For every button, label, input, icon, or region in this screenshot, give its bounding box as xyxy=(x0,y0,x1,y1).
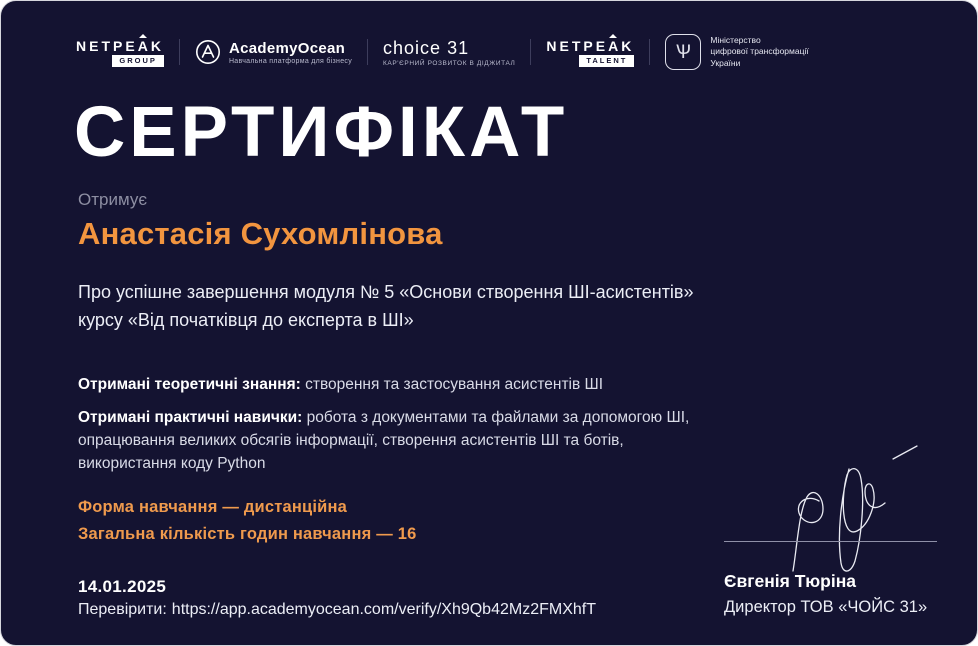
logo-netpeak-group xyxy=(76,38,164,67)
partner-logos-header xyxy=(76,29,809,75)
issue-date: 14.01.2025 xyxy=(78,577,167,596)
header-divider xyxy=(530,39,531,65)
practical-skills-label: Отримані практичні навички: xyxy=(78,409,303,426)
logo-ministry xyxy=(665,34,808,70)
signer-title: Директор ТОВ «ЧОЙС 31» xyxy=(724,598,928,616)
practical-skills-row xyxy=(78,406,778,429)
course-description-line: курсу «Від початківця до експерта в ШІ» xyxy=(78,310,414,330)
practical-skills-row: використання коду Python xyxy=(78,455,266,472)
theoretical-knowledge-text: створення та застосування асистентів ШІ xyxy=(305,376,604,393)
verify-url[interactable]: https://app.academyocean.com/verify/Xh9Qb42Mz2FMXhfT xyxy=(171,601,596,618)
academyocean-icon xyxy=(195,39,221,65)
netpeak-triangle-icon: A xyxy=(137,37,151,54)
header-divider xyxy=(179,39,180,65)
signature-line xyxy=(724,541,937,542)
choice31-wordmark: choice 31 xyxy=(383,37,470,58)
logo-netpeak-talent xyxy=(546,38,634,67)
academyocean-tagline: Навчальна платформа для бізнесу xyxy=(228,57,353,65)
course-description-line: Про успішне завершення модуля № 5 «Основи створення ШІ-асистентів» xyxy=(78,282,694,302)
logo-academyocean xyxy=(195,39,352,65)
academyocean-wordmark: AcademyOcean xyxy=(228,39,346,57)
netpeak-group-badge: GROUP xyxy=(112,55,164,67)
study-format: Форма навчання — дистанційна xyxy=(78,498,348,516)
practical-skills-row: опрацювання великих обсягів інформації, створення асистентів ШІ та ботів, xyxy=(78,432,624,449)
verify-label: Перевірити: xyxy=(78,601,167,618)
netpeak-triangle-icon: A xyxy=(608,37,622,54)
tryzub-icon: Ѱ xyxy=(665,34,701,70)
practical-skills-text: робота з документами та файлами за допомогою ШІ, xyxy=(306,409,690,426)
header-divider xyxy=(367,39,368,65)
certificate-title: СЕРТИФІКАТ xyxy=(74,93,569,172)
practical-skills xyxy=(78,406,778,475)
recipient-name: Анастасія Сухомлінова xyxy=(78,216,443,251)
verify-row xyxy=(78,601,596,619)
recipient-label: Отримує xyxy=(78,190,148,209)
netpeak-talent-badge: TALENT xyxy=(579,55,634,67)
course-description xyxy=(78,278,918,334)
study-hours: Загальна кількість годин навчання — 16 xyxy=(78,525,417,543)
logo-choice31 xyxy=(383,38,515,67)
ministry-name: Міністерство цифрової трансформації України xyxy=(710,35,809,68)
signer-name: Євгенія Тюріна xyxy=(724,571,856,591)
header-divider xyxy=(649,39,650,65)
theoretical-knowledge xyxy=(78,373,778,396)
netpeak-wordmark: NETPEAK xyxy=(546,37,635,54)
netpeak-wordmark: NETPEAK xyxy=(76,37,164,54)
signature-scribble xyxy=(753,439,953,589)
theoretical-knowledge-label: Отримані теоретичні знання: xyxy=(78,376,301,393)
choice31-tagline: КАР'ЄРНИЙ РОЗВИТОК В ДІДЖИТАЛ xyxy=(383,59,516,67)
